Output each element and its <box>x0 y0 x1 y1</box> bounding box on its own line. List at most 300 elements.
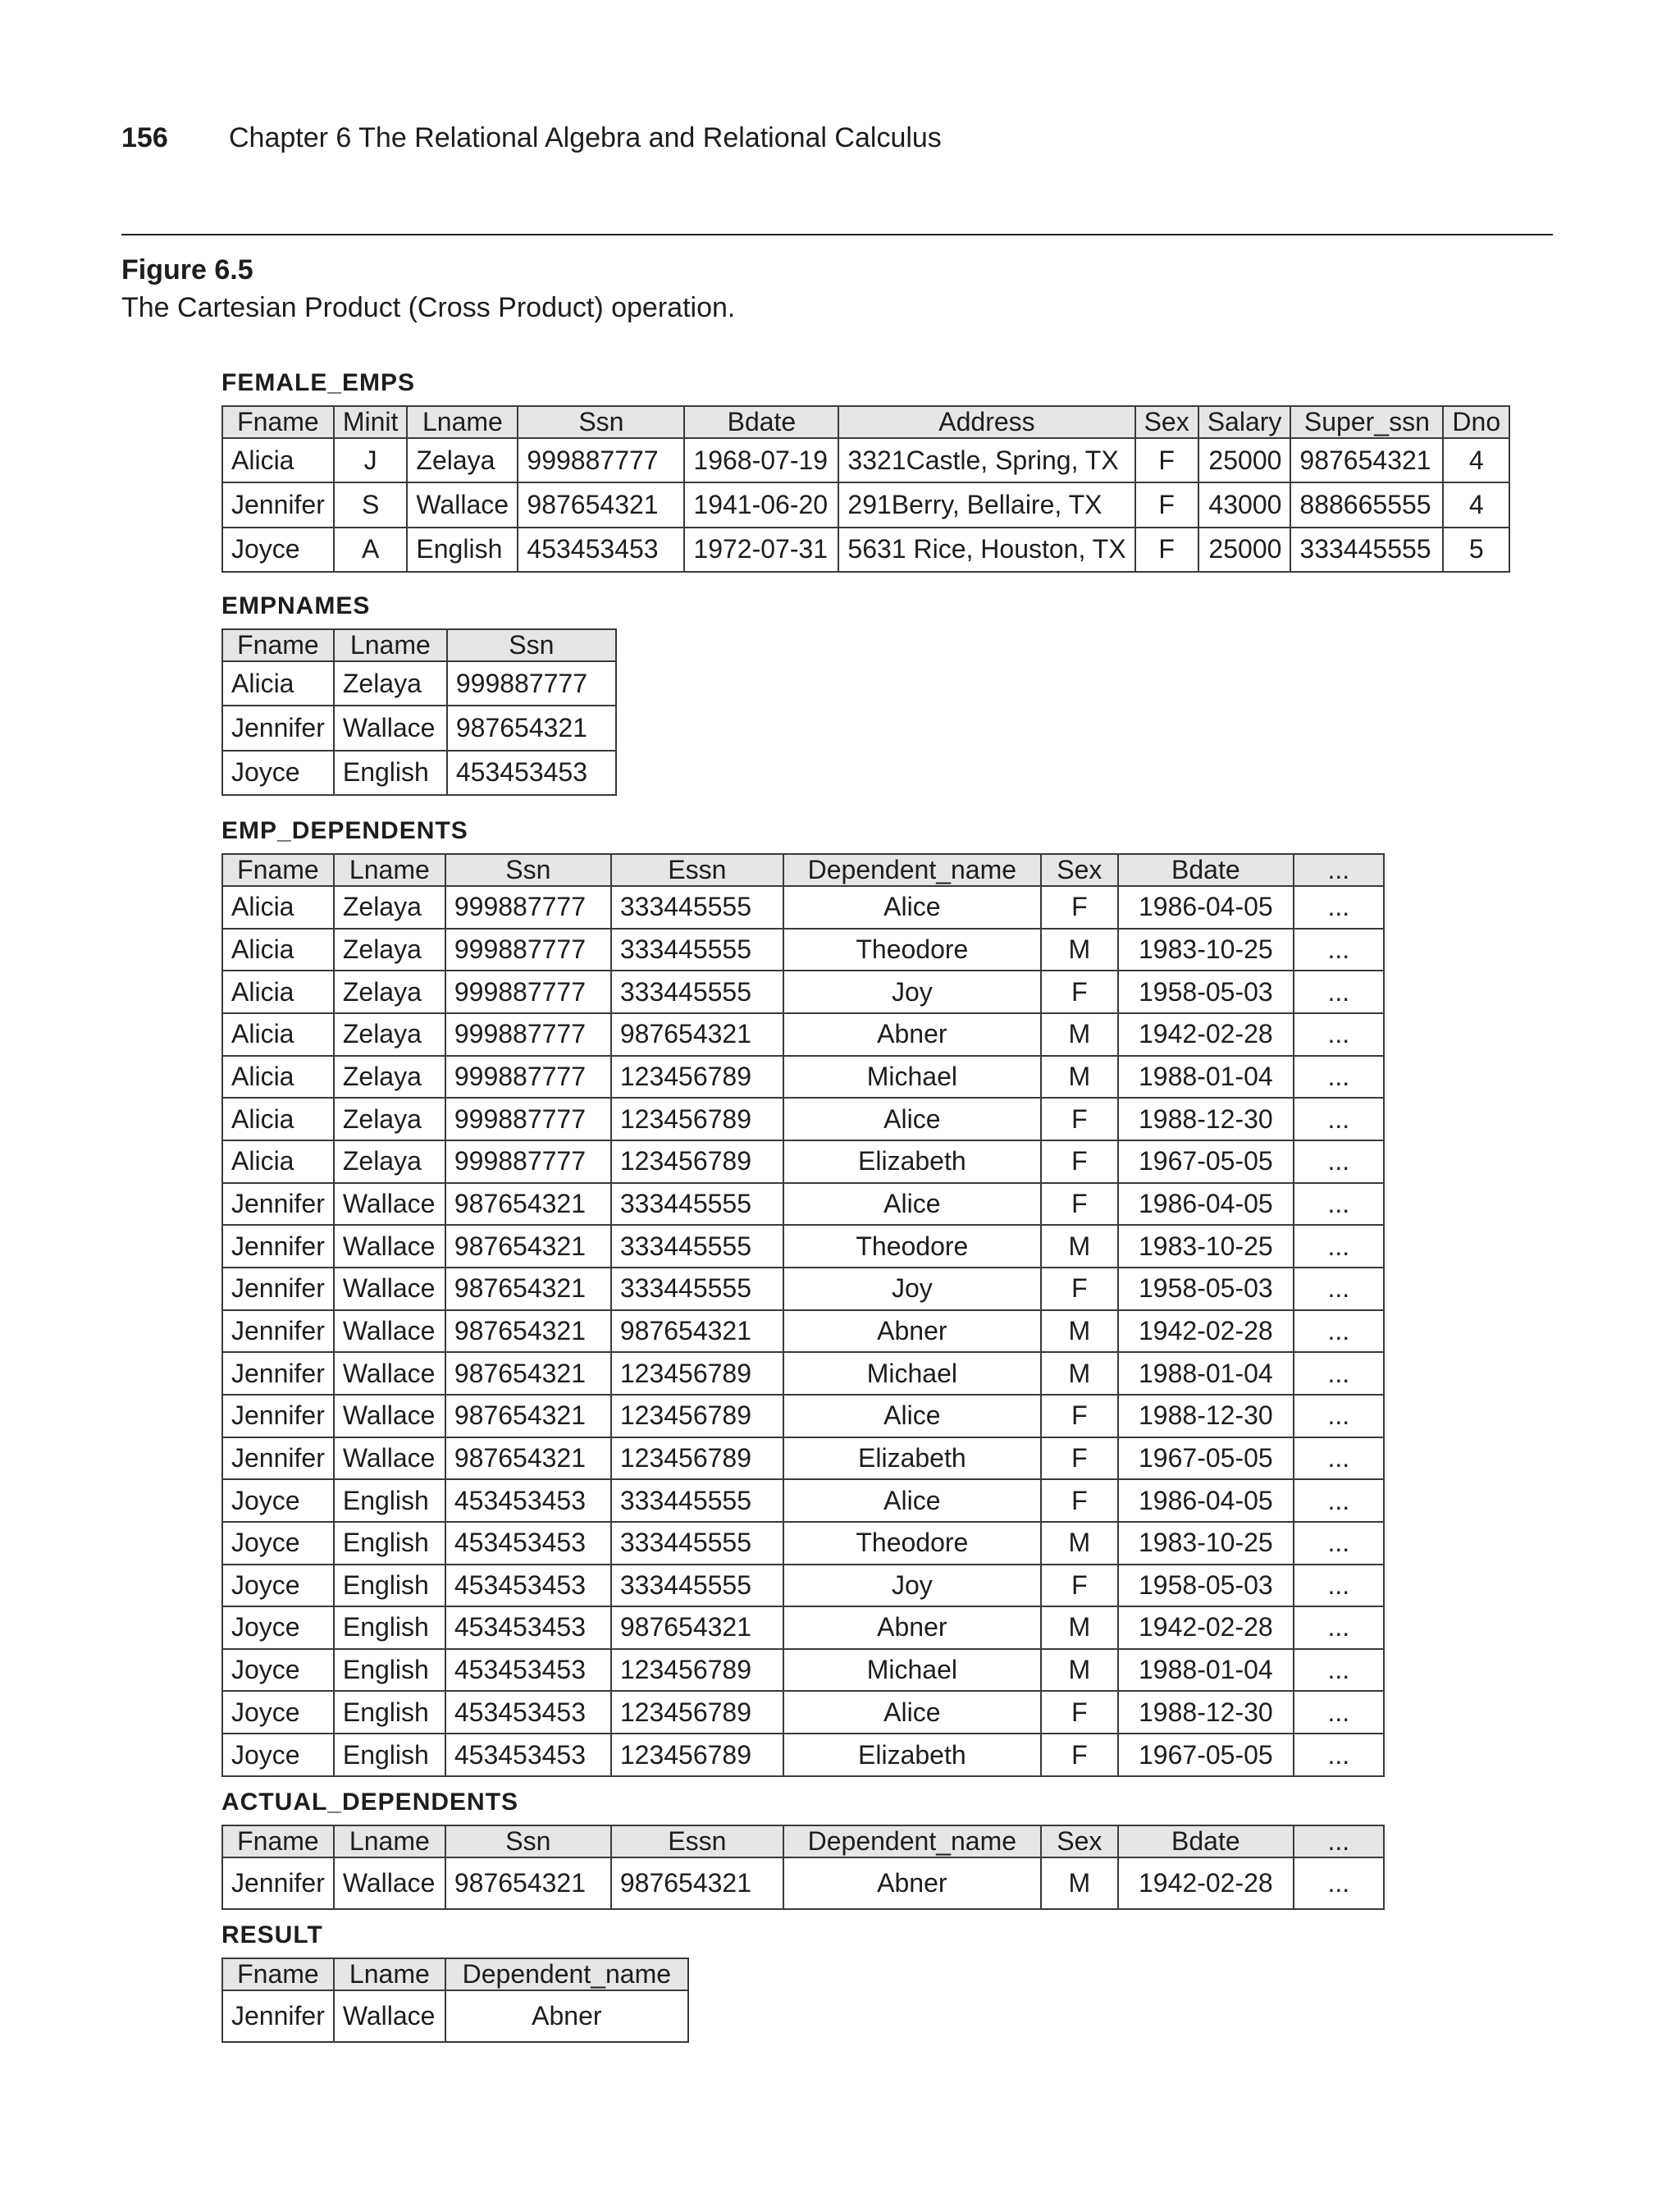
table-cell: 1958-05-03 <box>1118 1565 1294 1607</box>
column-header: Lname <box>334 854 445 886</box>
table-cell: Alice <box>783 1395 1041 1437</box>
table-cell: 1986-04-05 <box>1118 886 1294 929</box>
empnames-table <box>221 628 617 796</box>
table-cell: F <box>1135 438 1198 482</box>
table-cell: 1988-01-04 <box>1118 1352 1294 1395</box>
table-cell: Wallace <box>334 1225 445 1268</box>
table-cell: M <box>1041 1606 1118 1649</box>
table-cell: Joyce <box>222 1606 334 1649</box>
table-cell: 123456789 <box>611 1691 783 1734</box>
table-cell: Jennifer <box>222 482 334 527</box>
table-cell: F <box>1041 1734 1118 1776</box>
table-cell: ... <box>1294 1013 1384 1056</box>
table-row <box>222 1649 1384 1692</box>
column-header: Lname <box>334 1958 445 1990</box>
table-cell: 123456789 <box>611 1098 783 1140</box>
table-cell: F <box>1135 482 1198 527</box>
table-cell: Jennifer <box>222 1857 334 1909</box>
table-cell: 888665555 <box>1290 482 1443 527</box>
table-cell: Elizabeth <box>783 1734 1041 1776</box>
column-header: Bdate <box>684 406 838 438</box>
table-cell: 453453453 <box>445 1606 611 1649</box>
table-cell: Wallace <box>334 1990 445 2042</box>
table-cell: 999887777 <box>445 929 611 971</box>
column-header: Ssn <box>445 854 611 886</box>
table-cell: 1988-12-30 <box>1118 1691 1294 1734</box>
table-cell: Theodore <box>783 1225 1041 1268</box>
table-cell: Jennifer <box>222 1225 334 1268</box>
table-cell: 987654321 <box>611 1310 783 1353</box>
table-cell: ... <box>1294 1437 1384 1480</box>
table-cell: Joy <box>783 1565 1041 1607</box>
emp-dependents-table <box>221 853 1385 1777</box>
table-cell: Michael <box>783 1056 1041 1099</box>
table-cell: M <box>1041 1522 1118 1565</box>
female-emps-title: FEMALE_EMPS <box>221 369 416 396</box>
table-row <box>222 751 616 795</box>
table-cell: Alice <box>783 1691 1041 1734</box>
table-cell: 987654321 <box>611 1857 783 1909</box>
table-cell: ... <box>1294 1056 1384 1099</box>
column-header: Ssn <box>445 1825 611 1857</box>
table-cell: 1967-05-05 <box>1118 1140 1294 1183</box>
table-cell: F <box>1041 886 1118 929</box>
table-cell: English <box>407 528 518 572</box>
table-cell: Wallace <box>334 1857 445 1909</box>
table-cell: 333445555 <box>611 1565 783 1607</box>
column-header: Sex <box>1041 1825 1118 1857</box>
result-table <box>221 1958 689 2043</box>
table-cell: 453453453 <box>445 1734 611 1776</box>
column-header: Dependent_name <box>783 1825 1041 1857</box>
table-row <box>222 661 616 706</box>
table-cell: 1986-04-05 <box>1118 1479 1294 1522</box>
table-row <box>222 482 1509 527</box>
table-row <box>222 1310 1384 1353</box>
table-cell: 5 <box>1443 528 1509 572</box>
table-cell: F <box>1041 1691 1118 1734</box>
table-row <box>222 1056 1384 1099</box>
table-row <box>222 1734 1384 1776</box>
table-cell: Elizabeth <box>783 1140 1041 1183</box>
header-row <box>222 854 1384 886</box>
table-cell: Wallace <box>334 1310 445 1353</box>
table-cell: ... <box>1294 1734 1384 1776</box>
column-header: Dno <box>1443 406 1509 438</box>
table-cell: Alice <box>783 886 1041 929</box>
table-cell: Alicia <box>222 438 334 482</box>
header-divider <box>121 234 1553 235</box>
table-cell: 333445555 <box>611 886 783 929</box>
table-cell: Joyce <box>222 751 334 795</box>
table-cell: Wallace <box>407 482 518 527</box>
table-cell: 1983-10-25 <box>1118 1225 1294 1268</box>
table-cell: 1958-05-03 <box>1118 971 1294 1013</box>
table-cell: 987654321 <box>611 1606 783 1649</box>
table-cell: Zelaya <box>407 438 518 482</box>
table-row <box>222 1140 1384 1183</box>
column-header: Ssn <box>518 406 684 438</box>
column-header: Bdate <box>1118 854 1294 886</box>
table-row <box>222 438 1509 482</box>
table-cell: M <box>1041 1310 1118 1353</box>
table-cell: Alicia <box>222 1140 334 1183</box>
result-title: RESULT <box>221 1921 323 1948</box>
table-cell: ... <box>1294 1565 1384 1607</box>
table-cell: English <box>334 1479 445 1522</box>
table-cell: 123456789 <box>611 1734 783 1776</box>
table-cell: 1958-05-03 <box>1118 1268 1294 1310</box>
table-cell: M <box>1041 1857 1118 1909</box>
column-header: Sex <box>1041 854 1118 886</box>
table-cell: 123456789 <box>611 1437 783 1480</box>
header-row <box>222 629 616 661</box>
table-cell: Elizabeth <box>783 1437 1041 1480</box>
table-cell: 987654321 <box>611 1013 783 1056</box>
table-cell: 987654321 <box>518 482 684 527</box>
table-cell: M <box>1041 1056 1118 1099</box>
table-cell: 987654321 <box>447 706 616 750</box>
table-cell: 999887777 <box>447 661 616 706</box>
table-cell: Wallace <box>334 1268 445 1310</box>
column-header: ... <box>1294 854 1384 886</box>
figure-label: Figure 6.5 <box>121 254 253 286</box>
table-cell: F <box>1041 1565 1118 1607</box>
column-header: Fname <box>222 854 334 886</box>
table-cell: 333445555 <box>611 1522 783 1565</box>
table-cell: 291Berry, Bellaire, TX <box>838 482 1134 527</box>
figure-caption: The Cartesian Product (Cross Product) operation. <box>121 292 736 323</box>
table-row <box>222 1352 1384 1395</box>
table-cell: 1988-12-30 <box>1118 1098 1294 1140</box>
column-header: Salary <box>1198 406 1291 438</box>
table-cell: 333445555 <box>611 1268 783 1310</box>
table-cell: Alicia <box>222 929 334 971</box>
table-cell: 987654321 <box>445 1268 611 1310</box>
column-header: Fname <box>222 406 334 438</box>
table-row <box>222 1990 688 2042</box>
table-cell: ... <box>1294 886 1384 929</box>
table-cell: Jennifer <box>222 1268 334 1310</box>
column-header: Fname <box>222 1958 334 1990</box>
column-header: Minit <box>334 406 408 438</box>
table-row <box>222 1225 1384 1268</box>
column-header: Lname <box>334 629 447 661</box>
table-cell: J <box>334 438 408 482</box>
table-cell: F <box>1135 528 1198 572</box>
table-cell: 999887777 <box>445 1056 611 1099</box>
table-row <box>222 1479 1384 1522</box>
table-cell: F <box>1041 1437 1118 1480</box>
table-cell: ... <box>1294 929 1384 971</box>
table-cell: F <box>1041 1183 1118 1226</box>
column-header: Essn <box>611 854 783 886</box>
table-row <box>222 1013 1384 1056</box>
table-cell: Zelaya <box>334 1056 445 1099</box>
column-header: Fname <box>222 629 334 661</box>
table-cell: Abner <box>783 1857 1041 1909</box>
table-cell: 987654321 <box>445 1437 611 1480</box>
empnames-title: EMPNAMES <box>221 592 371 619</box>
table-cell: English <box>334 1522 445 1565</box>
table-cell: F <box>1041 1479 1118 1522</box>
table-cell: 25000 <box>1198 438 1291 482</box>
table-cell: English <box>334 1565 445 1607</box>
table-cell: 1942-02-28 <box>1118 1310 1294 1353</box>
table-cell: Michael <box>783 1352 1041 1395</box>
table-cell: ... <box>1294 1268 1384 1310</box>
table-cell: ... <box>1294 1140 1384 1183</box>
table-row <box>222 1857 1384 1909</box>
table-cell: Abner <box>445 1990 688 2042</box>
table-cell: F <box>1041 1268 1118 1310</box>
table-cell: ... <box>1294 971 1384 1013</box>
table-cell: 1942-02-28 <box>1118 1606 1294 1649</box>
table-cell: Joy <box>783 971 1041 1013</box>
table-cell: 1942-02-28 <box>1118 1013 1294 1056</box>
table-row <box>222 886 1384 929</box>
column-header: Address <box>838 406 1134 438</box>
table-cell: 999887777 <box>445 886 611 929</box>
table-cell: Abner <box>783 1310 1041 1353</box>
table-cell: Zelaya <box>334 971 445 1013</box>
table-cell: Jennifer <box>222 706 334 750</box>
table-cell: ... <box>1294 1395 1384 1437</box>
table-cell: Jennifer <box>222 1352 334 1395</box>
table-cell: Joyce <box>222 1565 334 1607</box>
table-row <box>222 929 1384 971</box>
table-cell: Joyce <box>222 1522 334 1565</box>
table-cell: 987654321 <box>1290 438 1443 482</box>
table-cell: Zelaya <box>334 886 445 929</box>
table-row <box>222 706 616 750</box>
table-cell: 1968-07-19 <box>684 438 838 482</box>
header-row <box>222 1958 688 1990</box>
table-row <box>222 1565 1384 1607</box>
table-cell: Joyce <box>222 1479 334 1522</box>
table-cell: 5631 Rice, Houston, TX <box>838 528 1134 572</box>
table-cell: 999887777 <box>518 438 684 482</box>
table-cell: 1967-05-05 <box>1118 1734 1294 1776</box>
column-header: Dependent_name <box>783 854 1041 886</box>
table-cell: ... <box>1294 1352 1384 1395</box>
table-cell: 987654321 <box>445 1352 611 1395</box>
header-row <box>222 1825 1384 1857</box>
table-cell: ... <box>1294 1691 1384 1734</box>
column-header: ... <box>1294 1825 1384 1857</box>
table-cell: ... <box>1294 1649 1384 1692</box>
table-cell: 1942-02-28 <box>1118 1857 1294 1909</box>
table-row <box>222 1437 1384 1480</box>
column-header: Bdate <box>1118 1825 1294 1857</box>
table-cell: 43000 <box>1198 482 1291 527</box>
table-cell: Alicia <box>222 886 334 929</box>
table-cell: 987654321 <box>445 1225 611 1268</box>
table-cell: Joyce <box>222 1649 334 1692</box>
table-cell: 123456789 <box>611 1056 783 1099</box>
table-cell: 123456789 <box>611 1395 783 1437</box>
actual-dependents-title: ACTUAL_DEPENDENTS <box>221 1789 519 1816</box>
table-cell: 999887777 <box>445 1098 611 1140</box>
table-cell: Joyce <box>222 1734 334 1776</box>
table-cell: 1983-10-25 <box>1118 1522 1294 1565</box>
chapter-title: Chapter 6 The Relational Algebra and Relational Calculus <box>229 121 942 153</box>
table-row <box>222 1606 1384 1649</box>
table-cell: 123456789 <box>611 1140 783 1183</box>
table-cell: Alicia <box>222 1098 334 1140</box>
table-row <box>222 1268 1384 1310</box>
header-row <box>222 406 1509 438</box>
table-cell: Alicia <box>222 971 334 1013</box>
table-cell: Zelaya <box>334 1013 445 1056</box>
column-header: Lname <box>334 1825 445 1857</box>
table-cell: 333445555 <box>611 1225 783 1268</box>
table-cell: F <box>1041 1140 1118 1183</box>
table-cell: 1967-05-05 <box>1118 1437 1294 1480</box>
table-cell: ... <box>1294 1606 1384 1649</box>
table-cell: Alicia <box>222 1013 334 1056</box>
table-cell: Alicia <box>222 661 334 706</box>
table-cell: 333445555 <box>611 1479 783 1522</box>
table-row <box>222 971 1384 1013</box>
table-row <box>222 1691 1384 1734</box>
table-cell: 999887777 <box>445 1013 611 1056</box>
table-cell: 1983-10-25 <box>1118 929 1294 971</box>
table-cell: 987654321 <box>445 1857 611 1909</box>
table-cell: 453453453 <box>445 1649 611 1692</box>
table-cell: 333445555 <box>1290 528 1443 572</box>
table-cell: Wallace <box>334 1352 445 1395</box>
female-emps-table <box>221 405 1510 573</box>
table-cell: Joyce <box>222 528 334 572</box>
emp-dependents-title: EMP_DEPENDENTS <box>221 817 468 844</box>
table-cell: A <box>334 528 408 572</box>
table-cell: Theodore <box>783 929 1041 971</box>
table-row <box>222 1395 1384 1437</box>
table-cell: 123456789 <box>611 1649 783 1692</box>
table-cell: 3321Castle, Spring, TX <box>838 438 1134 482</box>
table-cell: F <box>1041 971 1118 1013</box>
table-cell: 333445555 <box>611 929 783 971</box>
table-cell: English <box>334 751 447 795</box>
table-cell: Jennifer <box>222 1437 334 1480</box>
table-cell: ... <box>1294 1310 1384 1353</box>
column-header: Fname <box>222 1825 334 1857</box>
column-header: Essn <box>611 1825 783 1857</box>
actual-dependents-table <box>221 1825 1385 1910</box>
table-cell: ... <box>1294 1479 1384 1522</box>
table-cell: Wallace <box>334 1395 445 1437</box>
table-cell: Jennifer <box>222 1183 334 1226</box>
column-header: Ssn <box>447 629 616 661</box>
table-cell: Alice <box>783 1098 1041 1140</box>
column-header: Lname <box>407 406 518 438</box>
table-cell: Jennifer <box>222 1310 334 1353</box>
table-cell: Zelaya <box>334 1098 445 1140</box>
table-cell: Abner <box>783 1013 1041 1056</box>
table-cell: 1941-06-20 <box>684 482 838 527</box>
table-cell: Zelaya <box>334 1140 445 1183</box>
table-row <box>222 1098 1384 1140</box>
table-cell: ... <box>1294 1522 1384 1565</box>
table-cell: Alice <box>783 1183 1041 1226</box>
table-cell: 453453453 <box>445 1522 611 1565</box>
table-cell: ... <box>1294 1183 1384 1226</box>
table-cell: 25000 <box>1198 528 1291 572</box>
table-cell: M <box>1041 929 1118 971</box>
table-cell: 453453453 <box>445 1565 611 1607</box>
table-cell: 453453453 <box>445 1691 611 1734</box>
table-cell: Zelaya <box>334 661 447 706</box>
table-cell: Wallace <box>334 1437 445 1480</box>
page-header <box>121 116 942 159</box>
table-cell: 4 <box>1443 438 1509 482</box>
column-header: Sex <box>1135 406 1198 438</box>
table-cell: 123456789 <box>611 1352 783 1395</box>
table-cell: Michael <box>783 1649 1041 1692</box>
table-cell: Joy <box>783 1268 1041 1310</box>
table-cell: 4 <box>1443 482 1509 527</box>
table-cell: 1988-01-04 <box>1118 1649 1294 1692</box>
table-cell: M <box>1041 1225 1118 1268</box>
table-cell: Theodore <box>783 1522 1041 1565</box>
table-cell: ... <box>1294 1857 1384 1909</box>
table-cell: M <box>1041 1013 1118 1056</box>
table-cell: ... <box>1294 1225 1384 1268</box>
table-cell: 1988-12-30 <box>1118 1395 1294 1437</box>
table-cell: English <box>334 1606 445 1649</box>
table-cell: 987654321 <box>445 1395 611 1437</box>
table-cell: M <box>1041 1649 1118 1692</box>
table-cell: 333445555 <box>611 1183 783 1226</box>
table-cell: 453453453 <box>447 751 616 795</box>
table-cell: English <box>334 1691 445 1734</box>
table-cell: 1986-04-05 <box>1118 1183 1294 1226</box>
table-cell: M <box>1041 1352 1118 1395</box>
table-cell: Jennifer <box>222 1395 334 1437</box>
table-row <box>222 1522 1384 1565</box>
table-cell: Alice <box>783 1479 1041 1522</box>
table-cell: Alicia <box>222 1056 334 1099</box>
page-number: 156 <box>121 121 168 153</box>
table-cell: 1972-07-31 <box>684 528 838 572</box>
table-row <box>222 528 1509 572</box>
column-header: Super_ssn <box>1290 406 1443 438</box>
table-cell: 453453453 <box>445 1479 611 1522</box>
table-cell: 453453453 <box>518 528 684 572</box>
table-cell: 987654321 <box>445 1310 611 1353</box>
table-cell: 999887777 <box>445 971 611 1013</box>
table-cell: Jennifer <box>222 1990 334 2042</box>
table-cell: English <box>334 1734 445 1776</box>
table-cell: 333445555 <box>611 971 783 1013</box>
table-cell: Zelaya <box>334 929 445 971</box>
table-cell: F <box>1041 1395 1118 1437</box>
column-header: Dependent_name <box>445 1958 688 1990</box>
table-cell: 1988-01-04 <box>1118 1056 1294 1099</box>
table-row <box>222 1183 1384 1226</box>
table-cell: English <box>334 1649 445 1692</box>
table-cell: 987654321 <box>445 1183 611 1226</box>
table-cell: Wallace <box>334 1183 445 1226</box>
table-cell: F <box>1041 1098 1118 1140</box>
table-cell: Abner <box>783 1606 1041 1649</box>
table-cell: S <box>334 482 408 527</box>
table-cell: ... <box>1294 1098 1384 1140</box>
table-cell: 999887777 <box>445 1140 611 1183</box>
table-cell: Joyce <box>222 1691 334 1734</box>
table-cell: Wallace <box>334 706 447 750</box>
